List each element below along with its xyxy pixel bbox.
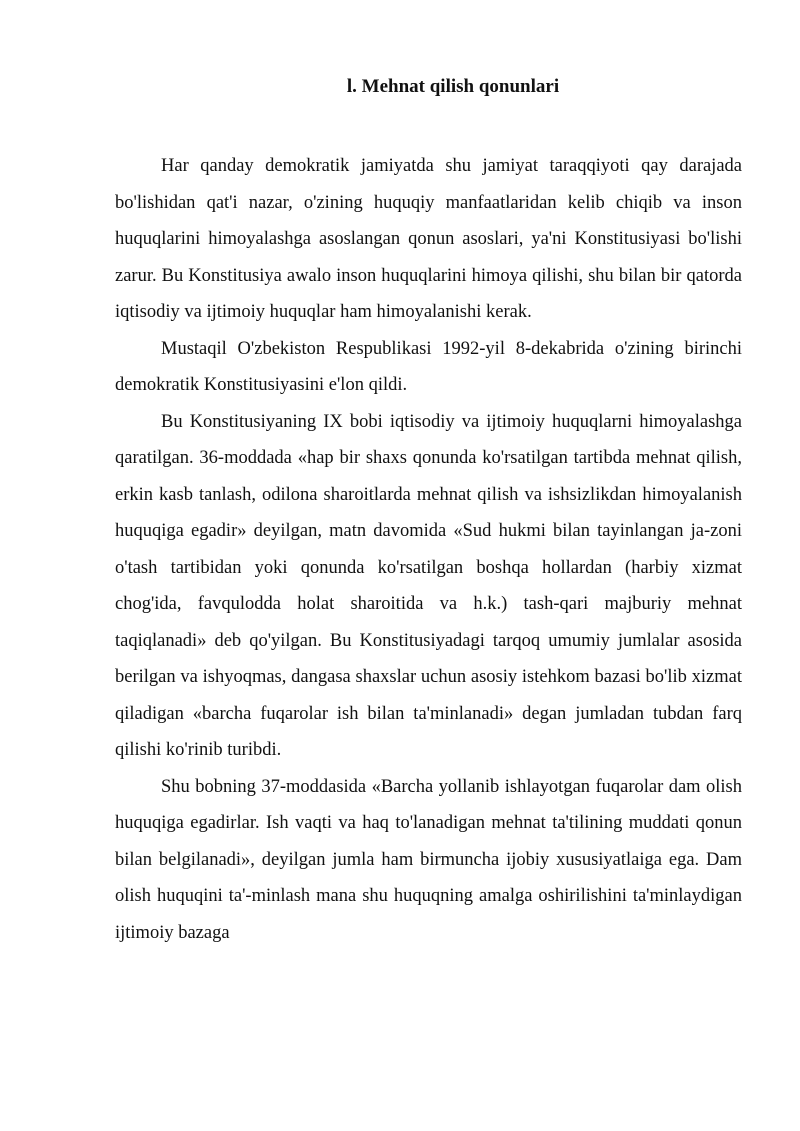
body-text [115, 148, 742, 951]
section-title: l. Mehnat qilish qonunlari [346, 76, 560, 97]
paragraph-1: Har qanday demokratik jamiyatda shu jamiyat taraqqiyoti qay darajada bo'lishidan qat'i nazar, o'zining huquqiy manfaatlaridan kelib chiqib va inson huquqlarini himoyalashga asoslangan qonun asoslari, ya'ni Konstitusiyasi bo'lishi zarur. Bu Konstitusiya awalo inson huquqlarini himoya qilishi, shu bilan bir qatorda iqtisodiy va ijtimoiy huquqlar ham himoyalanishi kerak. [115, 156, 742, 322]
paragraph-4: Shu bobning 37-moddasida «Barcha yollanib ishlayotgan fuqarolar dam olish huquqiga egadirlar. Ish vaqti va haq to'lanadigan mehnat ta'tilining muddati qonun bilan belgilanadi», deyilgan jumla ham birmuncha ijobiy xususiyatlaiga ega. Dam olish huquqini ta'-minlash mana shu huquqning amalga oshirilishini ta'minlaydigan ijtimoiy bazaga [115, 776, 742, 943]
paragraph-2: Mustaqil O'zbekiston Respublikasi 1992-yil 8-dekabrida o'zining birinchi demokratik Konstitusiyasini e'lon qildi. [115, 338, 742, 395]
paragraph-3: Bu Konstitusiyaning IX bobi iqtisodiy va ijtimoiy huquqlarni himoyalashga qaratilgan. 36-moddada «hap bir shaxs qonunda ko'rsatilgan tartibda mehnat qilish, erkin kasb tanlash, odilona sharoitlarda mehnat qilish va ishsizlikdan himoyalanish huquqiga egadir» deyilgan, matn davomida «Sud hukmi bilan tayinlangan ja-zoni o'tash tartibidan yoki qonunda ko'rsatilgan boshqa hollardan (harbiy xizmat chog'ida, favqulodda holat sharoitida va h.k.) tash-qari majburiy mehnat taqiqlanadi» deb qo'yilgan. Bu Konstitusiyadagi tarqoq umumiy jumlalar asosida berilgan va ishyoqmas, dangasa shaxslar uchun asosiy istehkom bazasi bo'lib xizmat qiladigan «barcha fuqarolar ish bilan ta'minlanadi» degan jumladan tubdan farq qilishi ko'rinib turibdi. [115, 411, 742, 760]
